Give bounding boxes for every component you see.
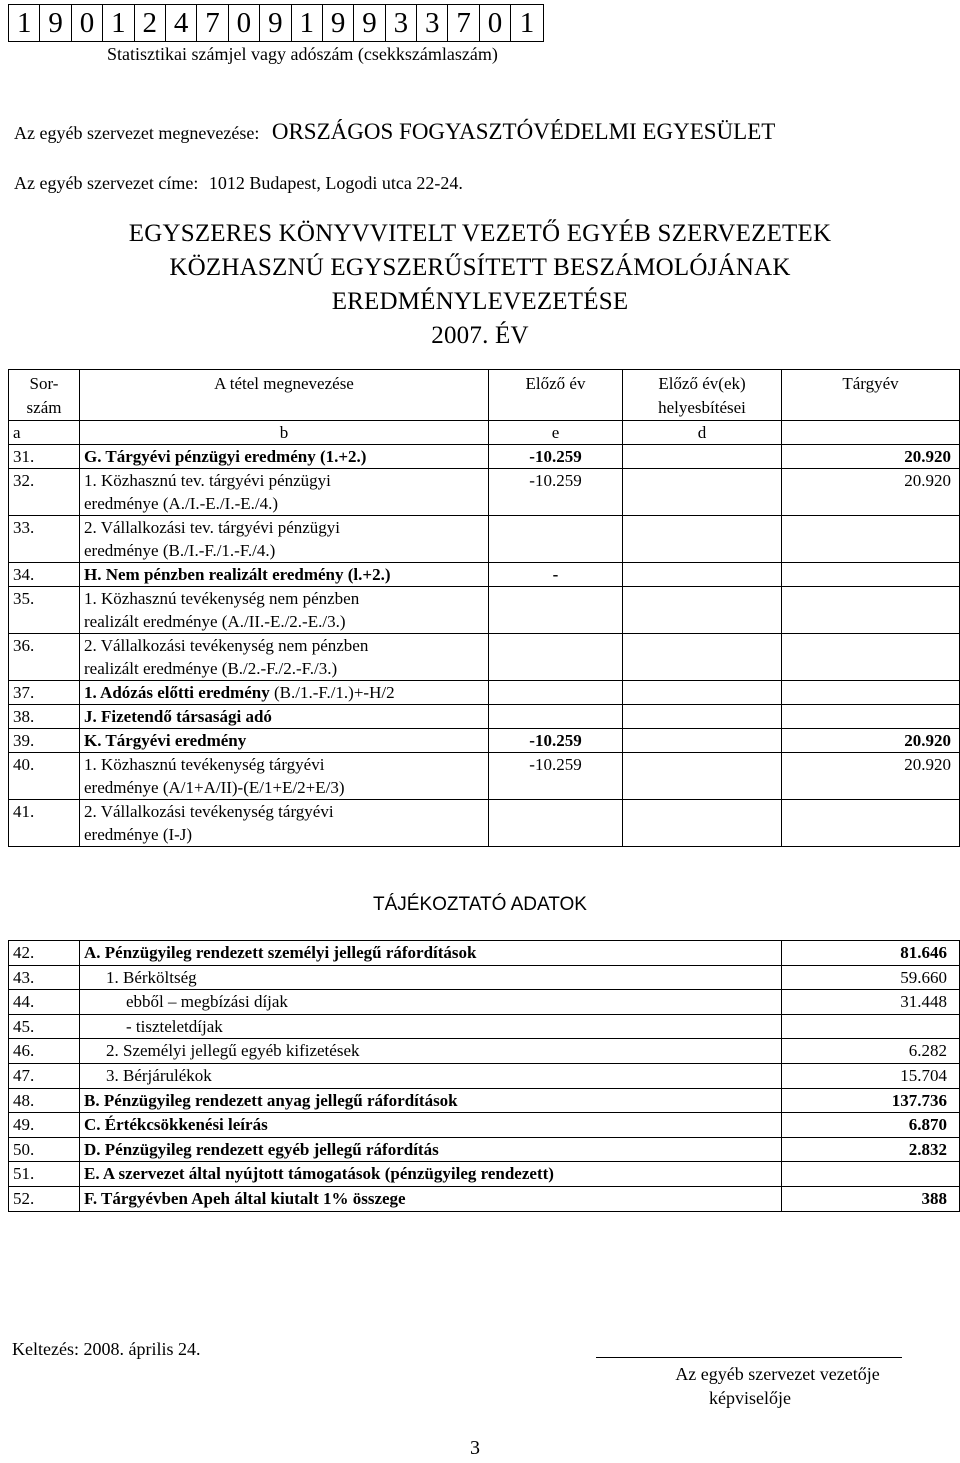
org-name: ORSZÁGOS FOGYASZTÓVÉDELMI EGYESÜLET [271, 119, 776, 144]
info-row-number: 45. [9, 1014, 80, 1039]
table-row [9, 516, 960, 563]
row-number: 31. [9, 445, 80, 469]
letter-a: a [9, 421, 80, 445]
info-row-name: B. Pénzügyileg rendezett anyag jellegű ráfordítások [80, 1088, 782, 1113]
income-statement-table [8, 369, 960, 847]
row-current [782, 634, 960, 681]
info-table [8, 940, 960, 1212]
row-number: 37. [9, 681, 80, 705]
info-row-name: ebből – megbízási díjak [80, 990, 782, 1015]
info-row-number: 49. [9, 1113, 80, 1138]
info-row-value: 31.448 [782, 990, 960, 1015]
heading-year: 2007. ÉV [431, 322, 529, 349]
row-name-line-2: realizált eredménye (B./2.-F./2.-F./3.) [84, 659, 338, 678]
signature-caption-1: Az egyéb szervezet vezetője [675, 1364, 880, 1384]
row-name [80, 753, 489, 800]
tax-digit-box: 4 [166, 5, 197, 41]
table-row [9, 753, 960, 800]
row-prev [489, 587, 623, 634]
tax-digit-box: 9 [354, 5, 385, 41]
info-row-number: 52. [9, 1186, 80, 1211]
row-name-line-2: eredménye (I-J) [84, 825, 193, 844]
heading-line-3: EREDMÉNYLEVEZETÉSE [331, 288, 629, 315]
row-current [782, 516, 960, 563]
row-name [80, 800, 489, 847]
row-name [80, 516, 489, 563]
row-adjustment [623, 705, 782, 729]
tax-digit-box: 1 [292, 5, 323, 41]
info-row [9, 1063, 960, 1088]
row-prev [489, 634, 623, 681]
tax-digit-box: 0 [229, 5, 260, 41]
header-name: A tétel megnevezése [80, 370, 489, 421]
row-prev: -10.259 [489, 729, 623, 753]
page-number: 3 [470, 1437, 480, 1459]
table-row [9, 587, 960, 634]
info-row-number: 47. [9, 1063, 80, 1088]
row-current: 20.920 [782, 469, 960, 516]
tax-digit-box: 1 [519, 7, 535, 39]
row-adjustment [623, 445, 782, 469]
table-row [9, 469, 960, 516]
row-prev [489, 705, 623, 729]
row-name-line: 2. Vállalkozási tevékenység nem pénzben [84, 636, 369, 655]
table-row [9, 800, 960, 847]
row-name-line: 1. Közhasznú tev. tárgyévi pénzügyi [84, 471, 331, 490]
info-row-name: A. Pénzügyileg rendezett személyi jellegű ráfordítások [80, 941, 782, 966]
row-name [80, 681, 489, 705]
table-letter-row [9, 421, 960, 445]
tax-digit-box: 9 [260, 5, 291, 41]
row-number: 36. [9, 634, 80, 681]
table-row [9, 705, 960, 729]
row-adjustment [623, 587, 782, 634]
row-prev: -10.259 [489, 445, 623, 469]
info-row-value: 388 [782, 1186, 960, 1211]
row-adjustment [623, 753, 782, 800]
row-prev: -10.259 [489, 753, 623, 800]
tax-digit-box: 3 [417, 5, 448, 41]
info-row [9, 1039, 960, 1064]
header-adjustments: Előző év(ek) helyesbítései [623, 370, 782, 421]
tax-digit-box: 0 [480, 5, 511, 41]
row-name [80, 469, 489, 516]
row-adjustment [623, 563, 782, 587]
info-row-name: D. Pénzügyileg rendezett egyéb jellegű ráfordítás [80, 1137, 782, 1162]
info-row [9, 990, 960, 1015]
info-row-number: 44. [9, 990, 80, 1015]
row-current [782, 563, 960, 587]
info-row-number: 51. [9, 1162, 80, 1187]
row-name [80, 729, 489, 753]
info-row-value: 6.870 [782, 1113, 960, 1138]
tax-number-boxes [8, 4, 544, 42]
row-name-line-2: eredménye (A./I.-E./I.-E./4.) [84, 494, 278, 513]
row-number: 35. [9, 587, 80, 634]
info-row-number: 48. [9, 1088, 80, 1113]
row-name [80, 445, 489, 469]
tax-digit-box: 7 [197, 5, 228, 41]
row-name [80, 563, 489, 587]
info-row-name: 2. Személyi jellegű egyéb kifizetések [80, 1039, 782, 1064]
row-number: 39. [9, 729, 80, 753]
signature-line [596, 1357, 902, 1358]
row-name [80, 705, 489, 729]
row-prev: -10.259 [489, 469, 623, 516]
tax-digit-box: 3 [386, 5, 417, 41]
row-name-line-2: realizált eredménye (A./II.-E./2.-E./3.) [84, 612, 346, 631]
row-current: 20.920 [782, 729, 960, 753]
header-prev: Előző év [489, 370, 623, 421]
row-current [782, 587, 960, 634]
tax-digit-box: 2 [135, 5, 166, 41]
info-row-number: 50. [9, 1137, 80, 1162]
org-name-label: Az egyéb szervezet megnevezése: [14, 123, 260, 143]
info-row-number: 42. [9, 941, 80, 966]
row-current [782, 681, 960, 705]
org-address: 1012 Budapest, Logodi utca 22-24. [208, 173, 463, 193]
info-row [9, 941, 960, 966]
header-sorszam: Sor- szám [9, 370, 80, 421]
row-number: 38. [9, 705, 80, 729]
row-number: 40. [9, 753, 80, 800]
row-number: 34. [9, 563, 80, 587]
row-adjustment [623, 634, 782, 681]
row-name-line: K. Tárgyévi eredmény [84, 731, 247, 750]
info-row [9, 1113, 960, 1138]
tax-digit-box: 1 [103, 5, 134, 41]
row-name-line-2: eredménye (B./I.-F./1.-F./4.) [84, 541, 276, 560]
info-row-name: C. Értékcsökkenési leírás [80, 1113, 782, 1138]
heading-line-1: EGYSZERES KÖNYVVITELT VEZETŐ EGYÉB SZERVEZETEK [128, 220, 832, 247]
info-row-value: 137.736 [782, 1088, 960, 1113]
info-row [9, 1014, 960, 1039]
letter-e [782, 421, 960, 445]
row-prev [489, 516, 623, 563]
info-row-value [782, 1162, 960, 1187]
row-number: 32. [9, 469, 80, 516]
row-name-line: G. Tárgyévi pénzügyi eredmény (1.+2.) [84, 447, 367, 466]
footer-date: Keltezés: 2008. április 24. [12, 1339, 201, 1359]
info-row-name: 3. Bérjárulékok [80, 1063, 782, 1088]
info-row-number: 46. [9, 1039, 80, 1064]
info-row [9, 1162, 960, 1187]
org-address-line [14, 173, 463, 194]
row-prev [489, 800, 623, 847]
tax-digit-box: 9 [323, 5, 354, 41]
letter-d: d [623, 421, 782, 445]
row-name-line: 1. Adózás előtti eredmény (B./1.-F./1.)+-H/2 [84, 683, 395, 702]
signature-caption-2: képviselője [709, 1388, 791, 1408]
table-row [9, 634, 960, 681]
tax-digit-box: 1 [9, 5, 40, 41]
info-row-value: 15.704 [782, 1063, 960, 1088]
row-name-line: 2. Vállalkozási tevékenység tárgyévi [84, 802, 334, 821]
row-adjustment [623, 469, 782, 516]
info-row [9, 1088, 960, 1113]
row-number: 33. [9, 516, 80, 563]
info-title: TÁJÉKOZTATÓ ADATOK [373, 894, 587, 915]
table-row [9, 445, 960, 469]
row-adjustment [623, 681, 782, 705]
info-row-value: 59.660 [782, 965, 960, 990]
row-name-line: 1. Közhasznú tevékenység nem pénzben [84, 589, 360, 608]
header-current: Tárgyév [782, 370, 960, 421]
row-number: 41. [9, 800, 80, 847]
row-adjustment [623, 800, 782, 847]
info-row-name: E. A szervezet által nyújtott támogatások (pénzügyileg rendezett) [80, 1162, 782, 1187]
info-row-value: 6.282 [782, 1039, 960, 1064]
table-row [9, 681, 960, 705]
row-current [782, 705, 960, 729]
row-adjustment [623, 516, 782, 563]
table-row [9, 563, 960, 587]
info-row-name: 1. Bérköltség [80, 965, 782, 990]
row-current: 20.920 [782, 445, 960, 469]
row-name-line: H. Nem pénzben realizált eredmény (l.+2.) [84, 565, 391, 584]
tax-digit-box: 7 [448, 5, 479, 41]
table-header-row [9, 370, 960, 421]
info-row [9, 1137, 960, 1162]
info-row-value: 2.832 [782, 1137, 960, 1162]
org-name-line [14, 119, 775, 145]
row-name-line: 1. Közhasznú tevékenység tárgyévi [84, 755, 325, 774]
table-row [9, 729, 960, 753]
info-row-value: 81.646 [782, 941, 960, 966]
row-prev [489, 681, 623, 705]
info-row-value [782, 1014, 960, 1039]
row-name-line: J. Fizetendő társasági adó [84, 707, 272, 726]
row-name-line-2: eredménye (A/1+A/II)-(E/1+E/2+E/3) [84, 778, 345, 797]
info-row [9, 1186, 960, 1211]
info-row-name: F. Tárgyévben Apeh által kiutalt 1% összege [80, 1186, 782, 1211]
row-current [782, 800, 960, 847]
info-row-number: 43. [9, 965, 80, 990]
info-row-name: - tiszteletdíjak [80, 1014, 782, 1039]
heading-line-2: KÖZHASZNÚ EGYSZERŰSÍTETT BESZÁMOLÓJÁNAK [169, 254, 791, 281]
tax-digit-box: 9 [40, 5, 71, 41]
row-name [80, 634, 489, 681]
tax-number-caption: Statisztikai számjel vagy adószám (csekkszámlaszám) [107, 44, 498, 64]
row-current: 20.920 [782, 753, 960, 800]
org-address-label: Az egyéb szervezet címe: [14, 173, 199, 193]
row-name [80, 587, 489, 634]
letter-b: b [80, 421, 489, 445]
info-row [9, 965, 960, 990]
row-prev: - [489, 563, 623, 587]
letter-c: e [489, 421, 623, 445]
row-adjustment [623, 729, 782, 753]
row-name-line: 2. Vállalkozási tev. tárgyévi pénzügyi [84, 518, 341, 537]
tax-digit-box: 0 [72, 5, 103, 41]
